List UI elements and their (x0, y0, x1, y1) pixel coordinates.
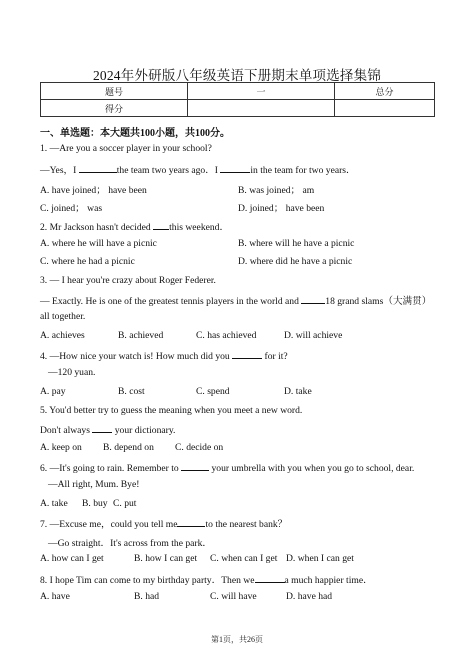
q7-stem-part1: 7. —Excuse me，could you tell me (40, 519, 178, 530)
q8-option-c: C. will have (210, 591, 257, 602)
q3-response-part1: — Exactly. He is one of the greatest tennis players in the world and (40, 296, 302, 307)
q5-option-b: B. depend on (103, 442, 154, 453)
score-table-score-row (41, 100, 435, 117)
q1-response-part1: —Yes，I (40, 165, 79, 176)
q5-option-c: C. decide on (175, 442, 224, 453)
q1-response-part2: the team two years ago．I (116, 165, 221, 176)
q2-stem-part2: this weekend． (169, 222, 230, 233)
q4-blank (232, 349, 262, 359)
q5-response (40, 423, 175, 436)
q6-option-a: A. take (40, 498, 68, 509)
q3-blank (301, 294, 325, 304)
q1-response (40, 162, 356, 176)
q2-option-b: B. where will he have a picnic (238, 238, 355, 249)
q6-stem-part1: 6. —It's going to rain. Remember to (40, 463, 182, 474)
q8-option-d: D. have had (286, 591, 333, 602)
q1-response-part3: in the team for two years． (250, 165, 356, 176)
q3-option-d: D. will achieve (284, 330, 343, 341)
q3-option-b: B. achieved (118, 330, 164, 341)
q7-option-b: B. how I can get (134, 553, 198, 564)
q6-blank (181, 461, 209, 471)
score-table (40, 82, 435, 117)
score-cell-total (335, 100, 435, 117)
q5-stem: 5. You'd better try to guess the meaning when you meet a new word. (40, 405, 303, 416)
score-cell-section-one (188, 100, 335, 117)
document-title: 2024年外研版八年级英语下册期末单项选择集锦 (92, 68, 382, 83)
q3-stem: 3. — I hear you're crazy about Roger Federer. (40, 275, 216, 286)
q1-blank-2 (220, 163, 250, 173)
q5-response-part2: your dictionary. (112, 425, 176, 436)
q7-response: —Go straight．It's across from the park． (48, 538, 212, 549)
page-footer: 第1页，共26页 (211, 635, 263, 644)
q3-option-c: C. has achieved (196, 330, 257, 341)
q5-option-a: A. keep on (40, 442, 82, 453)
q5-blank (92, 423, 112, 433)
q8-stem-part1: 8. I hope Tim can come to my birthday party．Then we (40, 575, 255, 586)
q7-option-a: A. how can I get (40, 553, 104, 564)
section-heading: 一、单选题：本大题共100小题，共100分。 (40, 128, 230, 139)
q4-option-d: D. take (284, 386, 312, 397)
q7-stem (40, 516, 287, 530)
q1-option-a: A. have joined； have been (40, 185, 147, 196)
q1-option-d: D. joined； have been (238, 203, 325, 214)
q4-option-a: A. pay (40, 386, 66, 397)
q6-response: —All right, Mum. Bye! (48, 479, 140, 490)
q8-stem (40, 572, 373, 586)
q8-option-a: A. have (40, 591, 70, 602)
q1-option-b: B. was joined； am (238, 185, 315, 196)
q2-option-c: C. where he had a picnic (40, 256, 135, 267)
q8-stem-part2: a much happier time． (284, 575, 373, 586)
q2-option-a: A. where he will have a picnic (40, 238, 157, 249)
q4-option-b: B. cost (118, 386, 145, 397)
q4-stem (40, 349, 288, 362)
q4-stem-part2: for it? (262, 351, 288, 362)
q3-response (40, 293, 431, 307)
q6-stem-part2: your umbrella with you when you go to school, dear. (209, 463, 415, 474)
q8-blank (255, 573, 285, 583)
q4-stem-part1: 4. —How nice your watch is! How much did you (40, 351, 233, 362)
q3-option-a: A. achieves (40, 330, 85, 341)
q3-response-part2: 18 grand slams（大满贯） (325, 296, 432, 307)
q6-option-c: C. put (113, 498, 137, 509)
q5-response-part1: Don't always (40, 425, 93, 436)
q4-response: —120 yuan. (48, 367, 96, 378)
q8-option-b: B. had (134, 591, 160, 602)
q7-option-c: C. when can I get (210, 553, 278, 564)
q1-blank-1 (79, 163, 117, 173)
q7-blank (177, 517, 205, 527)
q2-option-d: D. where did he have a picnic (238, 256, 353, 267)
score-table-label-question: 题号 (41, 83, 188, 100)
score-table-label-section-one: 一 (188, 83, 335, 100)
q6-stem (40, 461, 414, 474)
q2-stem-part1: 2. Mr Jackson hasn't decided (40, 222, 154, 233)
score-table-label-total: 总分 (335, 83, 435, 100)
score-table-label-score: 得分 (41, 100, 188, 117)
q6-option-b: B. buy (82, 498, 108, 509)
q7-stem-part2: to the nearest bank？ (205, 519, 288, 530)
q1-option-c: C. joined； was (40, 203, 103, 214)
q4-option-c: C. spend (196, 386, 230, 397)
score-table-header-row (41, 83, 435, 100)
q3-response-continued: all together. (40, 311, 86, 322)
q2-stem (40, 219, 229, 233)
q7-option-d: D. when I can get (286, 553, 354, 564)
q1-stem: 1. —Are you a soccer player in your school? (40, 143, 212, 154)
q2-blank (153, 220, 169, 230)
